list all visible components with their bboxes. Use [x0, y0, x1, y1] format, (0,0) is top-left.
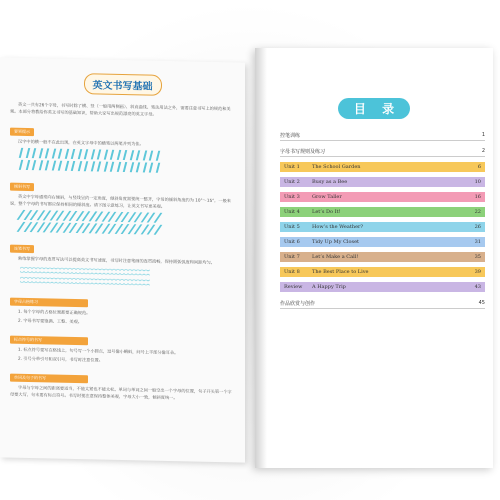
unit-title: Tidy Up My Closet	[312, 239, 360, 245]
unit-title: Let’s Do It!	[312, 209, 341, 215]
toc-unit-7[interactable]	[280, 252, 485, 262]
slant-row	[20, 210, 158, 223]
toc-item-title: 作品欣赏与创作	[280, 300, 316, 307]
slant-stroke-practice	[20, 210, 235, 237]
unit-number: Unit 3	[284, 194, 300, 200]
unit-page: 26	[474, 224, 481, 230]
toc-unit-1[interactable]	[280, 162, 485, 172]
toc-item-page: 2	[481, 148, 485, 154]
right-page	[255, 48, 493, 468]
unit-number: Unit 4	[284, 209, 300, 215]
vertical-stroke-practice	[20, 148, 235, 175]
unit-number: Unit 7	[284, 254, 300, 260]
unit-page: 10	[474, 179, 481, 185]
section-text-1: 汉字中的横一般不在此出现，在英文字母中的横笔以两笔并列为佳。	[18, 138, 144, 147]
section-text-6: 字母与字母之间的距离要适当，不能太紧也不能太松。单词与单词之间一般空出一个字母的位置，句子开头第一个字母要大写，句末要有标点符号。书写时要注意保持整体美观，字母大小一致，倾斜度统一。	[10, 384, 232, 401]
stroke-row	[20, 160, 158, 173]
list-item-2: 2. 字母书写要饱满、工整、美观。	[18, 317, 82, 325]
unit-page: 16	[474, 194, 481, 200]
left-page-content	[10, 72, 235, 406]
section-label-4: 字母占格练习	[10, 298, 88, 308]
unit-title: A Happy Trip	[312, 284, 346, 290]
toc-unit-review[interactable]	[280, 282, 485, 292]
unit-number: Unit 2	[284, 179, 300, 185]
table-of-contents	[280, 130, 485, 314]
section-label-5: 标点符号的书写	[10, 336, 88, 346]
intro-paragraph: 英文一共有26个字母，书写时除了横、竖（一般用两侧画）、斜直曲线、笔法用法之外，需要注意书写上的规范和美观。本部分将教给你英文书写的基础知识，帮助大家写出规范漂亮的英文字母。	[10, 101, 231, 117]
toc-unit-3[interactable]	[280, 192, 485, 202]
section-text-5: 1. 标点符号要写在格线上，句号写一个小圆点，逗号像小蝌蚪，问号上半部分像耳朵。	[18, 346, 179, 356]
toc-item-page: 45	[478, 300, 485, 306]
unit-number: Unit 1	[284, 164, 300, 170]
unit-page: 22	[474, 209, 481, 215]
loop-row	[20, 276, 150, 287]
section-label-1: 要领提示	[10, 128, 34, 137]
toc-unit-2[interactable]	[280, 177, 485, 187]
section-label-2: 倾斜书写	[10, 183, 34, 192]
toc-title: 目 录	[338, 98, 410, 119]
section-text-2: 英文中字母通常向右倾斜，与竖线呈约一定角度，倾斜角度需要统一整齐，字母的倾斜角度约为 10°～15°，一般来说，整个字母的书写都应保持相同的倾斜度。请下图示意练习，让英文书写更美观。	[10, 193, 231, 209]
list-item-1: 1. 每个字母的占格位置都要正确规范。	[18, 308, 91, 316]
toc-unit-4[interactable]	[280, 207, 485, 217]
toc-item-page: 1	[481, 132, 485, 138]
section-label-3: 连笔书写	[10, 245, 34, 254]
unit-page: 6	[477, 164, 481, 170]
unit-title: Grow Taller	[312, 194, 342, 200]
left-page-title: 英文书写基础	[84, 73, 162, 96]
toc-item-title: 字母书写规则及练习	[280, 148, 326, 155]
unit-number: Unit 5	[284, 224, 300, 230]
unit-title: Let’s Make a Call!	[312, 254, 359, 260]
section-text-3: 熟练掌握字母的连贯写法可以提高英文书写速度，书写时注意笔画的连贯流畅，保持圆弧弧度和间距均匀。	[18, 255, 215, 265]
toc-unit-5[interactable]	[280, 222, 485, 232]
slant-row	[20, 222, 158, 235]
loop-row	[20, 266, 150, 277]
loop-practice	[20, 266, 235, 289]
unit-title: How’s the Weather?	[312, 224, 364, 230]
unit-number: Review	[284, 284, 303, 290]
unit-number: Unit 8	[284, 269, 300, 275]
left-page	[0, 57, 245, 462]
toc-unit-8[interactable]	[280, 267, 485, 277]
unit-page: 43	[474, 284, 481, 290]
unit-title: The School Garden	[312, 164, 361, 170]
toc-item-pre-1[interactable]	[280, 130, 485, 141]
section-label-6: 单词及句子的书写	[10, 374, 88, 384]
section-text-5b: 2. 引号分单引号和双引号，书写时注意位置。	[18, 355, 103, 363]
toc-item-title: 控笔训练	[280, 132, 301, 139]
unit-page: 39	[474, 269, 481, 275]
unit-number: Unit 6	[284, 239, 300, 245]
stroke-row	[20, 148, 158, 161]
unit-title: Busy as a Bee	[312, 179, 348, 185]
left-title-wrap	[10, 72, 235, 98]
unit-title: The Best Place to Live	[312, 269, 369, 275]
toc-item-pre-2[interactable]	[280, 146, 485, 157]
toc-item-post[interactable]	[280, 298, 485, 309]
toc-unit-6[interactable]	[280, 237, 485, 247]
toc-title-wrap	[255, 98, 493, 119]
unit-page: 35	[474, 254, 481, 260]
unit-page: 31	[474, 239, 481, 245]
